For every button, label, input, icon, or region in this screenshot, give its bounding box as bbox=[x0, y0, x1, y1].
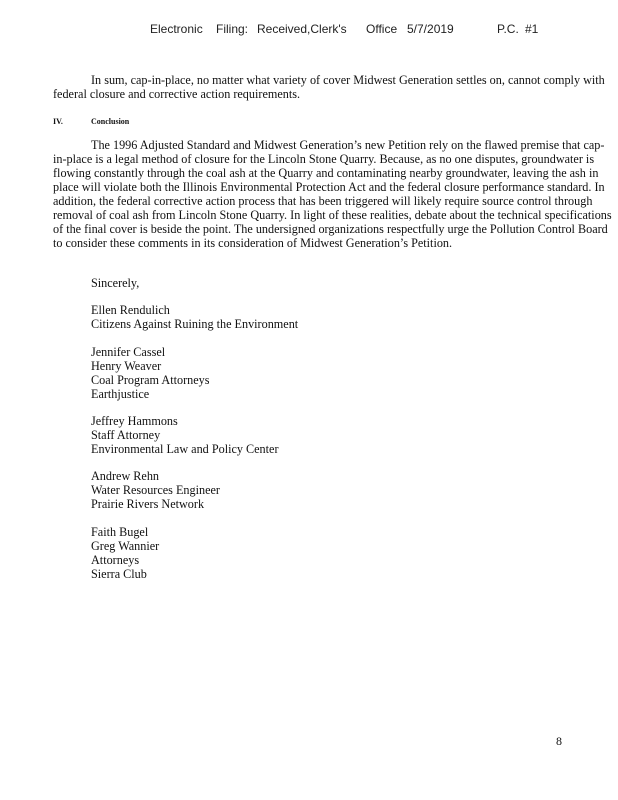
signatory-organization: Prairie Rivers Network bbox=[91, 497, 205, 511]
closing-salutation: Sincerely, bbox=[91, 276, 140, 290]
signatory-name: Jeffrey Hammons bbox=[91, 414, 178, 428]
signatory-name: Andrew Rehn bbox=[91, 469, 160, 483]
signatory-name: Jennifer Cassel bbox=[91, 345, 166, 359]
signatory-block-care bbox=[91, 303, 298, 331]
signatory-title: Attorneys bbox=[91, 553, 140, 567]
signatory-organization: Earthjustice bbox=[91, 387, 150, 401]
signatory-name: Greg Wannier bbox=[91, 539, 160, 553]
page-number: 8 bbox=[556, 734, 562, 748]
header-received: Received,Clerk's bbox=[257, 22, 347, 36]
signatory-name: Henry Weaver bbox=[91, 359, 162, 373]
signatory-block-elpc bbox=[91, 414, 279, 456]
signatory-organization: Sierra Club bbox=[91, 567, 147, 581]
conclusion-text: The 1996 Adjusted Standard and Midwest Generation’s new Petition rely on the flawed premise that cap-in-place is a legal method of closure for the Lincoln Stone Quarry. Because, as no one disputes, groundwater is flowing constantly through the coal ash at the Quarry and contaminating nearby groundwater, leaving the ash in place will violate both the Illinois Environmental Protection Act and the federal closure performance standard. In addition, the federal corrective action process that has been triggered will likely require source control through removal of coal ash from Lincoln Stone Quarry. In light of these realities, debate about the technical specifications of the final cover is beside the point. The undersigned organizations respectfully urge the Pollution Control Board to consider these comments in its consideration of Midwest Generation’s Petition. bbox=[53, 138, 612, 250]
signatory-organization: Environmental Law and Policy Center bbox=[91, 442, 279, 456]
signatory-block-sierra-club bbox=[91, 525, 159, 581]
summary-text: In sum, cap-in-place, no matter what variety of cover Midwest Generation settles on, cannot comply with federal closure and corrective action requirements. bbox=[53, 73, 605, 101]
section-number: IV. bbox=[53, 117, 63, 126]
conclusion-paragraph bbox=[53, 138, 613, 250]
section-title: Conclusion bbox=[91, 117, 130, 126]
signatory-name: Faith Bugel bbox=[91, 525, 149, 539]
signatory-name: Ellen Rendulich bbox=[91, 303, 170, 317]
filing-stamp-header bbox=[0, 22, 618, 38]
header-filing: Filing: bbox=[216, 22, 249, 36]
signatory-organization: Citizens Against Ruining the Environment bbox=[91, 317, 299, 331]
header-office: Office bbox=[366, 22, 398, 36]
signatory-block-earthjustice bbox=[91, 345, 209, 401]
section-heading bbox=[53, 117, 129, 126]
signatory-title: Coal Program Attorneys bbox=[91, 373, 210, 387]
header-pc: P.C. bbox=[497, 22, 519, 36]
header-pc-number: #1 bbox=[525, 22, 539, 36]
signatory-block-prairie-rivers bbox=[91, 469, 220, 511]
header-electronic: Electronic bbox=[150, 22, 203, 36]
signatory-title: Staff Attorney bbox=[91, 428, 161, 442]
header-date: 5/7/2019 bbox=[407, 22, 454, 36]
summary-paragraph bbox=[53, 73, 613, 101]
signatory-title: Water Resources Engineer bbox=[91, 483, 220, 497]
